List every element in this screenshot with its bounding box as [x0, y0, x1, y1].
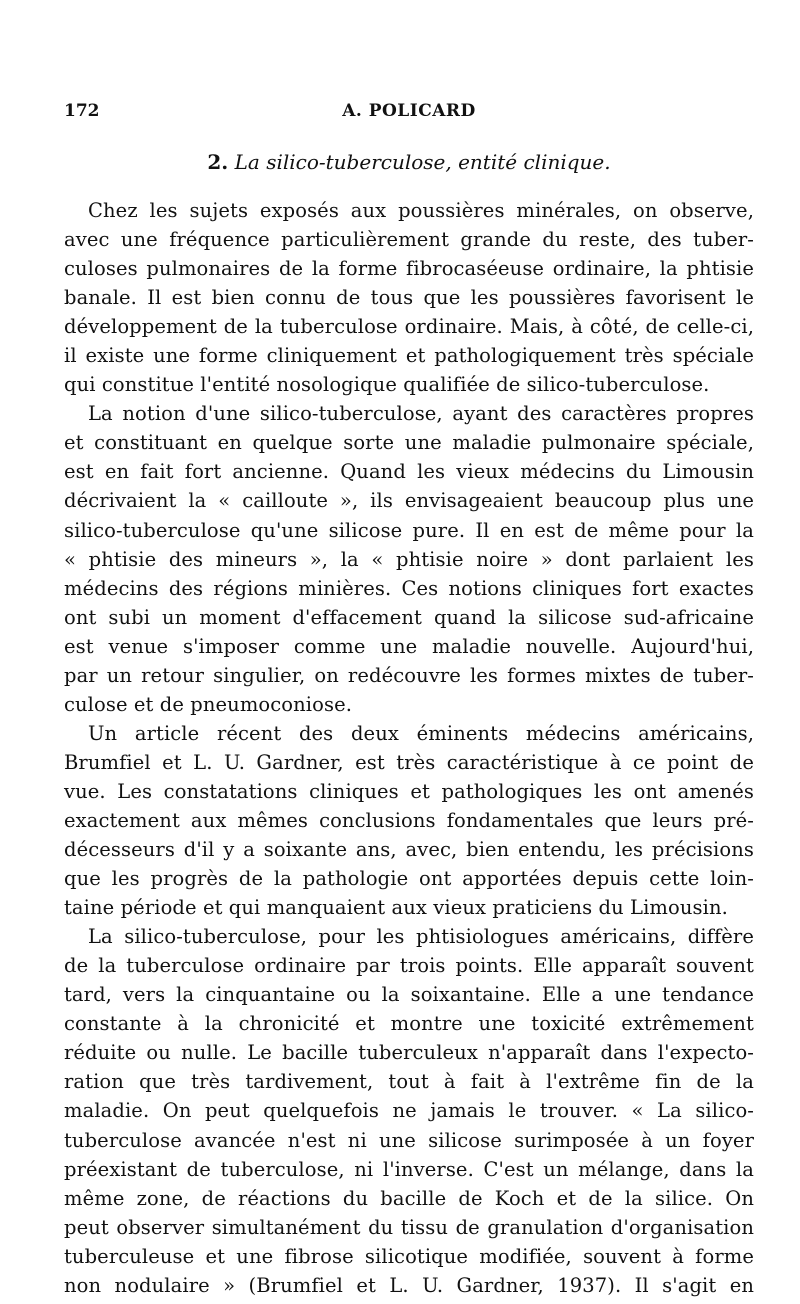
section-number: 2.: [207, 150, 229, 174]
text-line: décesseurs d'il y a soixante ans, avec, bien entendu, les précisions: [64, 838, 754, 862]
text-line: qui constitue l'entité nosologique qualifiée de silico-tuberculose.: [64, 373, 710, 397]
text-line: culoses pulmonaires de la forme fibrocaséeuse ordinaire, la phtisie: [64, 257, 754, 281]
text-line: maladie. On peut quelquefois ne jamais le trouver. « La silico-: [64, 1099, 754, 1123]
text-line: Brumfiel et L. U. Gardner, est très caractéristique à ce point de: [64, 750, 754, 774]
text-line: culose et de pneumoconiose.: [64, 692, 353, 716]
text-line: ont subi un moment d'effacement quand la silicose sud-africaine: [64, 605, 754, 629]
text-line: taine période et qui manquaient aux vieux praticiens du Limousin.: [64, 896, 728, 920]
text-line: vue. Les constatations cliniques et pathologiques les ont amenés: [64, 779, 754, 803]
text-line: La notion d'une silico-tuberculose, ayant des caractères propres: [88, 402, 754, 426]
text-line: préexistant de tuberculose, ni l'inverse. C'est un mélange, dans la: [64, 1157, 754, 1181]
text-line: est en fait fort ancienne. Quand les vieux médecins du Limousin: [64, 460, 754, 484]
text-line: exactement aux mêmes conclusions fondamentales que leurs pré-: [64, 808, 754, 832]
text-line: tard, vers la cinquantaine ou la soixantaine. Elle a une tendance: [64, 983, 754, 1007]
running-head: [64, 101, 754, 125]
body-text: [64, 196, 754, 1300]
text-line: et constituant en quelque sorte une maladie pulmonaire spéciale,: [64, 431, 754, 455]
text-line: décrivaient la « cailloute », ils envisageaient beaucoup plus une: [64, 489, 754, 513]
text-line: La silico-tuberculose, pour les phtisiologues américains, diffère: [88, 925, 754, 949]
text-line: banale. Il est bien connu de tous que les poussières favorisent le: [64, 286, 754, 310]
text-line: peut observer simultanément du tissu de granulation d'organisation: [64, 1215, 754, 1239]
text-line: développement de la tuberculose ordinaire. Mais, à côté, de celle-ci,: [64, 315, 754, 339]
text-line: de la tuberculose ordinaire par trois points. Elle apparaît souvent: [64, 954, 754, 978]
page-number: 172: [64, 101, 100, 121]
text-line: il existe une forme cliniquement et pathologiquement très spéciale: [64, 344, 754, 368]
text-line: silico-tuberculose qu'une silicose pure. Il en est de même pour la: [64, 518, 754, 542]
section-heading: [64, 150, 754, 174]
text-line: tuberculeuse et une fibrose silicotique modifiée, souvent à forme: [64, 1244, 754, 1268]
text-line: non nodulaire » (Brumfiel et L. U. Gardner, 1937). Il s'agit en: [64, 1273, 754, 1297]
text-line: constante à la chronicité et montre une toxicité extrêmement: [64, 1012, 754, 1036]
text-line: Un article récent des deux éminents médecins américains,: [88, 721, 754, 745]
section-title: La silico-tuberculose, entité clinique.: [234, 150, 611, 174]
text-line: réduite ou nulle. Le bacille tuberculeux n'apparaît dans l'expecto-: [64, 1041, 754, 1065]
text-line: tuberculose avancée n'est ni une silicose surimposée à un foyer: [64, 1128, 754, 1152]
text-line: Chez les sujets exposés aux poussières minérales, on observe,: [88, 199, 754, 222]
text-line: est venue s'imposer comme une maladie nouvelle. Aujourd'hui,: [64, 634, 754, 658]
text-line: avec une fréquence particulièrement grande du reste, des tuber-: [64, 228, 754, 252]
text-line: que les progrès de la pathologie ont apportées depuis cette loin-: [64, 867, 754, 891]
text-line: médecins des régions minières. Ces notions cliniques fort exactes: [64, 576, 754, 600]
text-line: par un retour singulier, on redécouvre les formes mixtes de tuber-: [64, 663, 754, 687]
text-line: même zone, de réactions du bacille de Koch et de la silice. On: [64, 1186, 754, 1210]
running-head-author: A. POLICARD: [342, 101, 476, 121]
text-line: ration que très tardivement, tout à fait à l'extrême fin de la: [64, 1070, 754, 1094]
text-line: « phtisie des mineurs », la « phtisie noire » dont parlaient les: [64, 547, 754, 571]
